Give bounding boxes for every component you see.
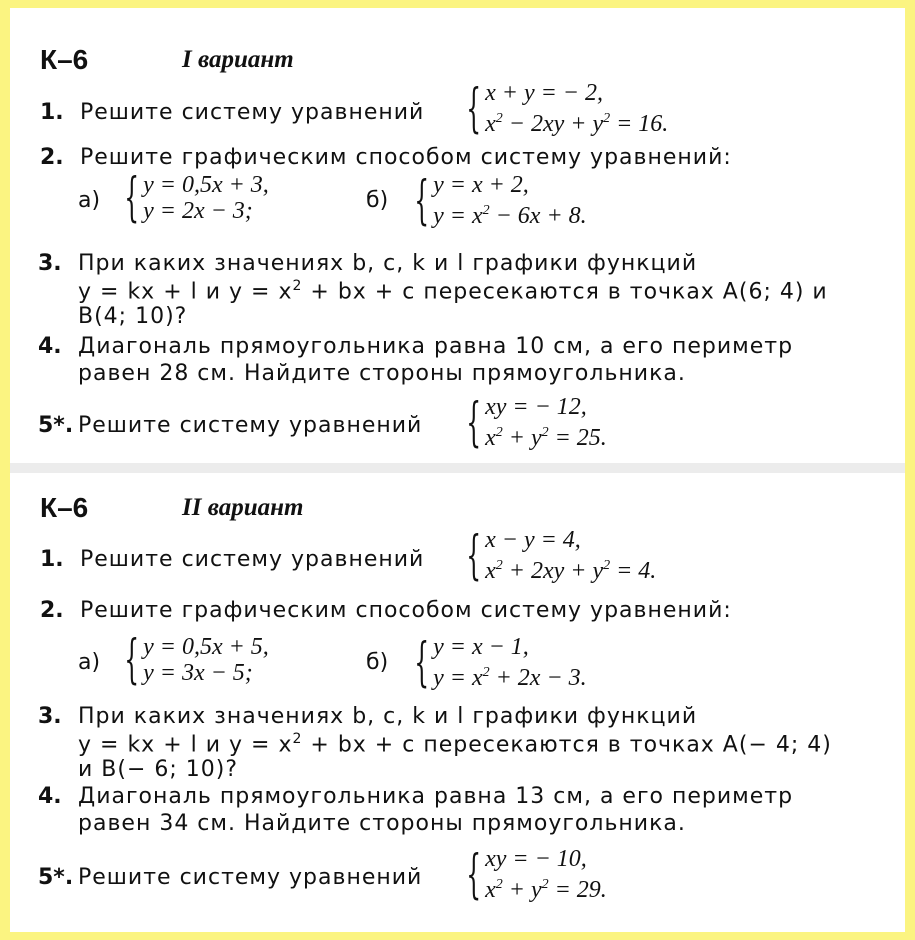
- brace-icon: {: [466, 525, 482, 586]
- task-2-text: Решите графическим способом систему уравнений:: [80, 598, 732, 623]
- task-4-line-1: Диагональ прямоугольника равна 10 см, а его периметр: [78, 334, 794, 359]
- equation: xy = − 12,: [485, 394, 587, 420]
- task-3-line-1: При каких значениях b, c, k и l графики функций: [78, 251, 698, 276]
- task-1-system: [448, 80, 668, 137]
- section-divider: [10, 463, 905, 473]
- task-4-number: 4.: [38, 784, 62, 809]
- task-2-text: Решите графическим способом систему уравнений:: [80, 145, 732, 170]
- equation: y = 3x − 5;: [143, 660, 253, 686]
- brace-icon: {: [414, 170, 430, 231]
- equation: $y = x^2 - 6x + 8$.: [433, 203, 587, 229]
- test-code: К–6: [40, 44, 89, 75]
- task-3-line-3: B(4; 10)?: [78, 304, 188, 329]
- equation: $y = x^2 + 2x - 3$.: [433, 665, 587, 691]
- task-3-number: 3.: [38, 704, 62, 729]
- test-code: К–6: [40, 492, 89, 523]
- brace-icon: {: [124, 630, 140, 690]
- task-4-line-1: Диагональ прямоугольника равна 13 см, а его периметр: [78, 784, 794, 809]
- task-2a-system: [106, 168, 269, 228]
- subtask-a-label: а): [78, 188, 101, 213]
- task-2b-system: [396, 172, 587, 229]
- brace-icon: {: [466, 392, 482, 453]
- task-4-line-2: равен 28 см. Найдите стороны прямоугольника.: [78, 361, 686, 386]
- task-5-text: Решите систему уравнений: [78, 865, 423, 890]
- task-5-text: Решите систему уравнений: [78, 413, 423, 438]
- task-3-line-1: При каких значениях b, c, k и l графики функций: [78, 704, 698, 729]
- task-5-number: 5*.: [38, 413, 74, 438]
- worksheet: [10, 8, 905, 932]
- equation: y = 0,5x + 3,: [143, 172, 269, 198]
- task-1-text: Решите систему уравнений: [80, 100, 425, 125]
- equation: x + y = − 2,: [485, 80, 603, 106]
- task-2a-system: [106, 630, 269, 690]
- equation: x − y = 4,: [485, 527, 581, 553]
- subtask-b-label: б): [366, 650, 389, 675]
- task-4-number: 4.: [38, 334, 62, 359]
- equation: y = x + 2,: [433, 172, 529, 198]
- equation: $x^2 + y^2 = 29$.: [485, 877, 607, 903]
- task-1-text: Решите систему уравнений: [80, 547, 425, 572]
- task-5-number: 5*.: [38, 865, 74, 890]
- variant-title: II вариант: [182, 494, 304, 521]
- equation: y = 2x − 3;: [143, 198, 253, 224]
- brace-icon: {: [466, 78, 482, 139]
- equation: $x^2 + y^2 = 25$.: [485, 425, 607, 451]
- brace-icon: {: [414, 632, 430, 693]
- task-5-system: [448, 846, 607, 903]
- task-2-number: 2.: [40, 598, 64, 623]
- task-3-line-2: y = kx + l и $y = x^2$ + bx + c пересекаются в точках A(6; 4) и: [78, 278, 828, 305]
- task-4-line-2: равен 34 см. Найдите стороны прямоугольника.: [78, 811, 686, 836]
- task-1-number: 1.: [40, 547, 64, 572]
- equation: $x^2 + 2xy + y^2 = 4$.: [485, 558, 657, 584]
- subtask-b-label: б): [366, 188, 389, 213]
- task-3-number: 3.: [38, 251, 62, 276]
- task-3-line-2: y = kx + l и $y = x^2$ + bx + c пересекаются в точках A(− 4; 4): [78, 731, 832, 758]
- variant-title: I вариант: [182, 46, 294, 73]
- equation: y = 0,5x + 5,: [143, 634, 269, 660]
- task-1-system: [448, 527, 656, 584]
- brace-icon: {: [466, 844, 482, 905]
- task-5-system: [448, 394, 607, 451]
- subtask-a-label: а): [78, 650, 101, 675]
- brace-icon: {: [124, 168, 140, 228]
- task-3-line-3: и B(− 6; 10)?: [78, 757, 239, 782]
- task-2b-system: [396, 634, 587, 691]
- task-2-number: 2.: [40, 145, 64, 170]
- task-1-number: 1.: [40, 100, 64, 125]
- equation: xy = − 10,: [485, 846, 587, 872]
- equation: y = x − 1,: [433, 634, 529, 660]
- equation: $x^2 - 2xy + y^2 = 16$.: [485, 111, 669, 137]
